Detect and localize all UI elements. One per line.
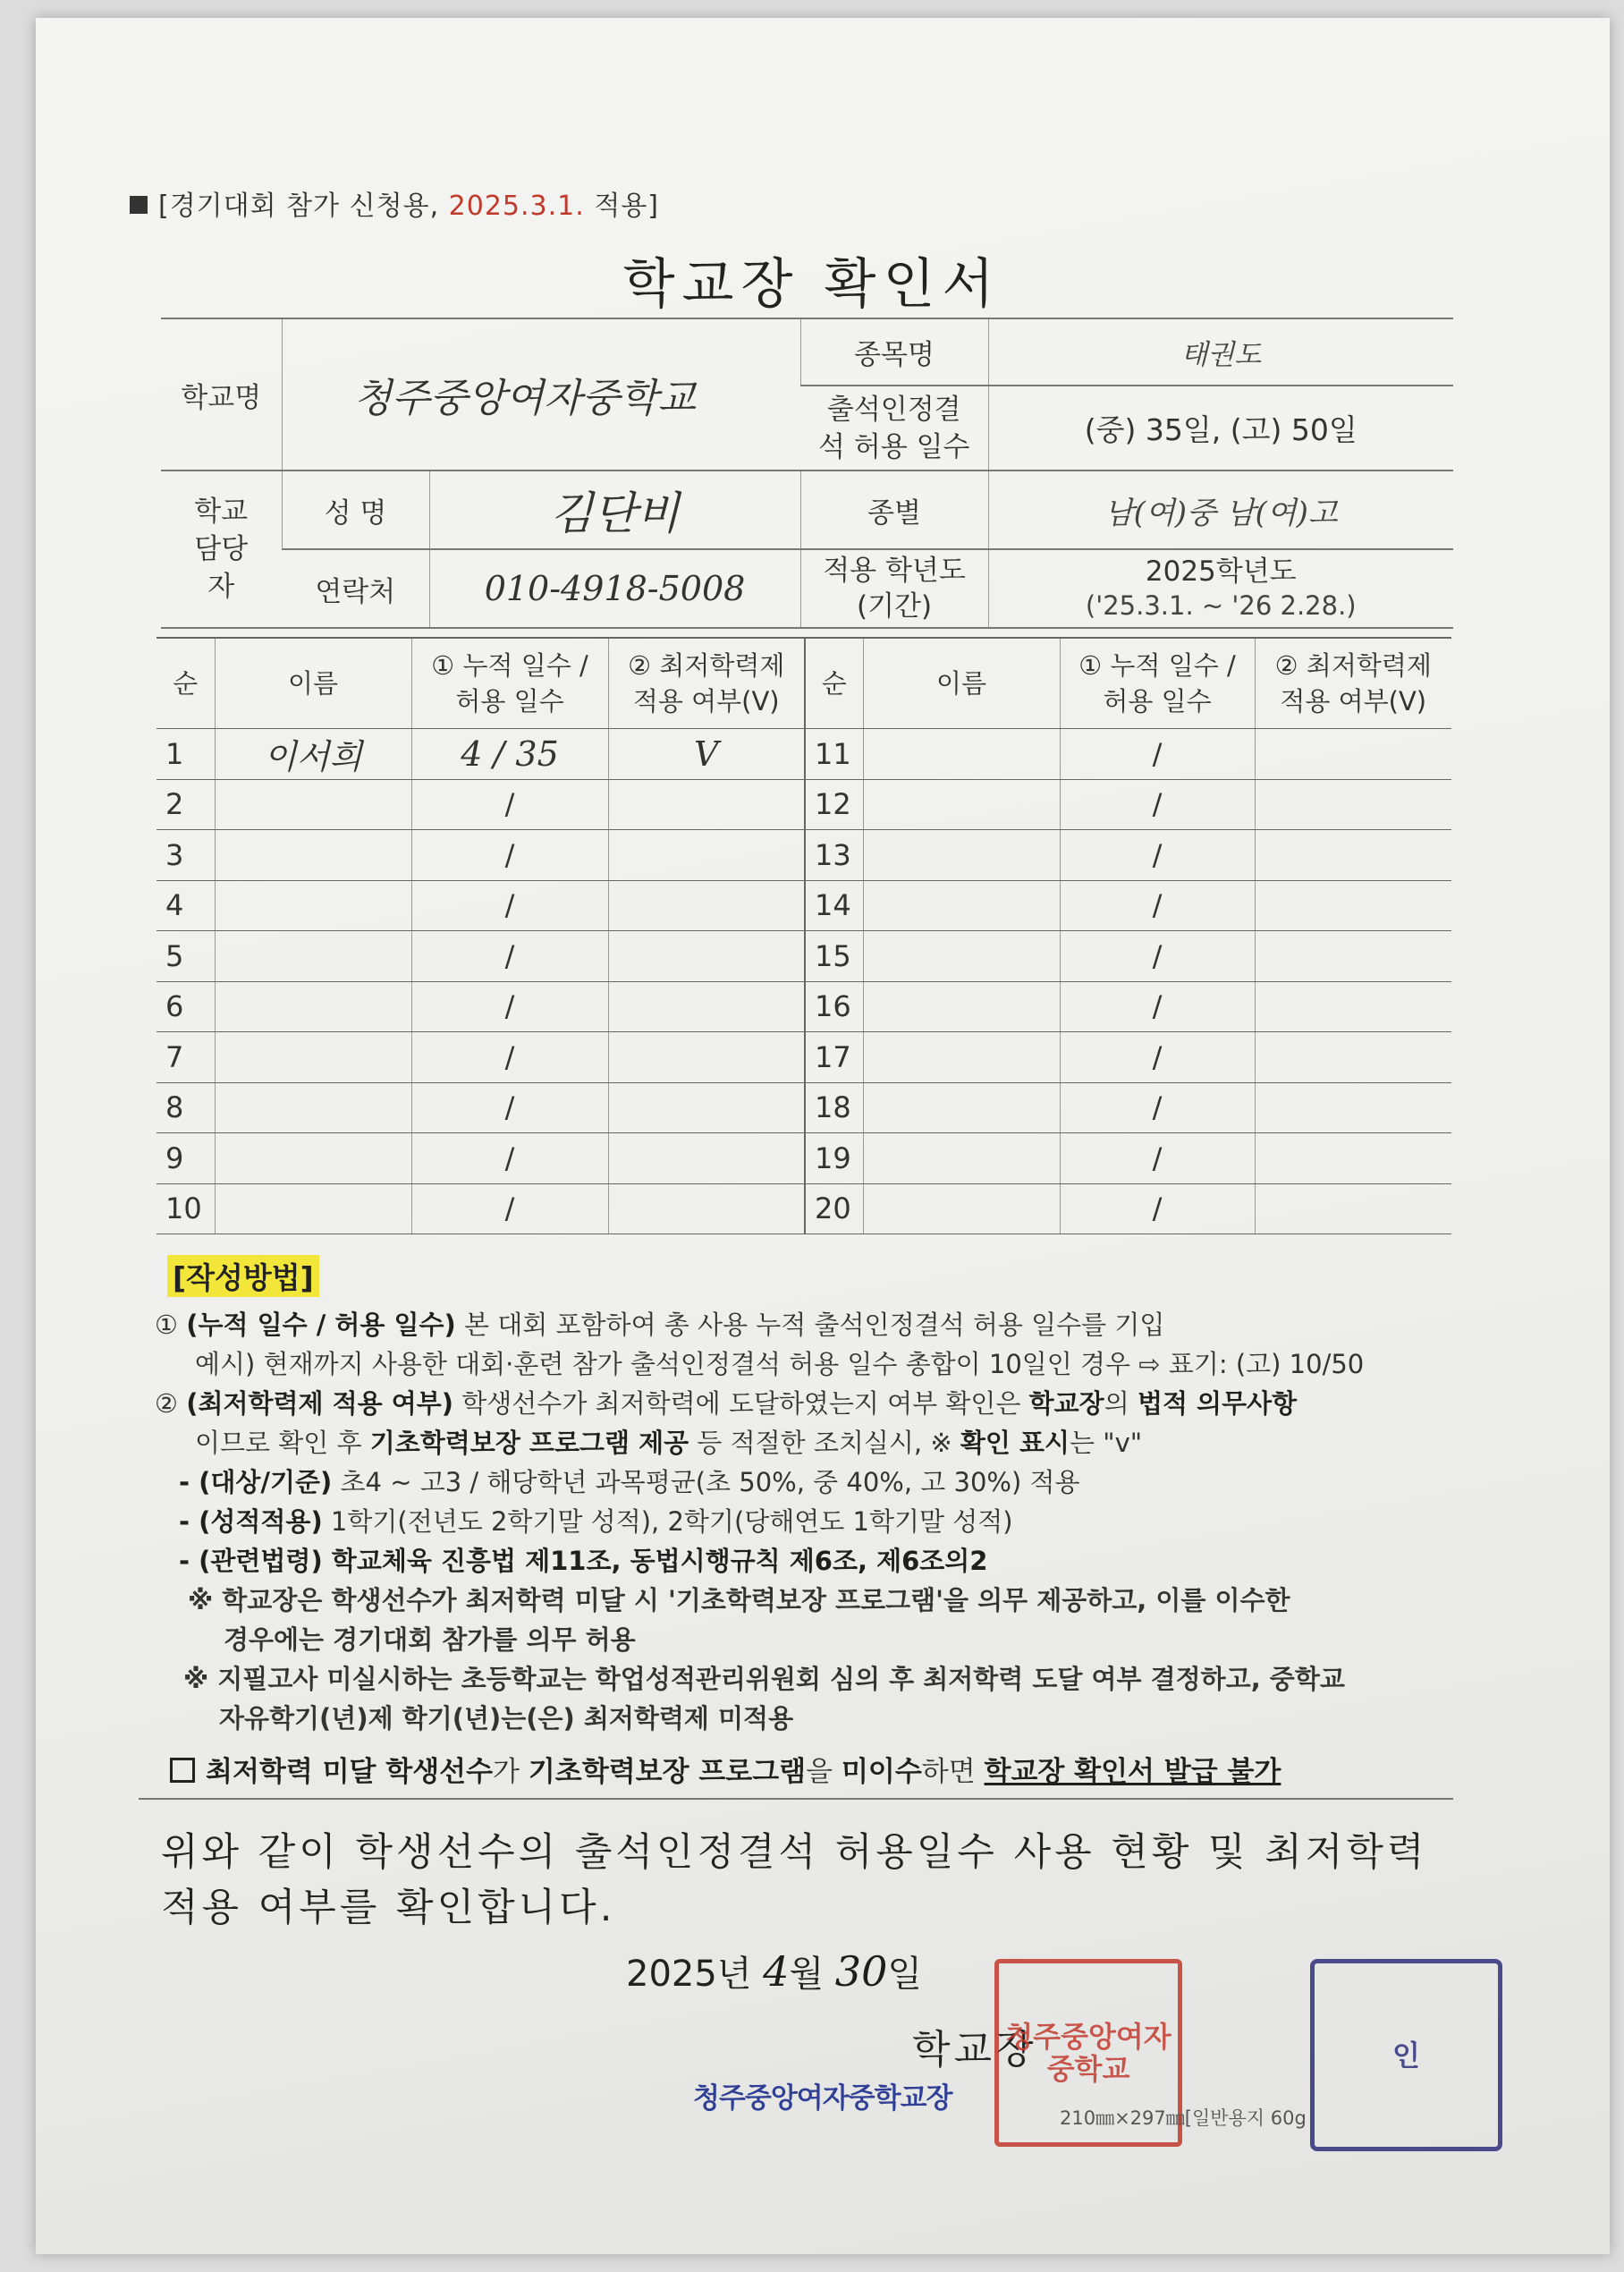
table-row bbox=[156, 1183, 1451, 1234]
sport-value: 태권도 bbox=[988, 318, 1453, 386]
contact-label: 연락처 bbox=[282, 549, 429, 628]
principal-seal: 인 bbox=[1310, 1959, 1502, 2151]
year-label: 적용 학년도 (기간) bbox=[800, 549, 988, 628]
row-name bbox=[863, 1133, 1060, 1184]
row-name bbox=[215, 1183, 411, 1234]
roster-body bbox=[156, 729, 1451, 1234]
header-applied: ② 최저학력제 적용 여부(V) bbox=[608, 638, 805, 729]
row-number: 5 bbox=[156, 931, 215, 982]
row-name bbox=[863, 1183, 1060, 1234]
method-item1-example: 예시) 현재까지 사용한 대회·훈련 참가 출석인정결석 허용 일수 총합이 10일인 경우 ⇨ 표기: (고) 10/50 bbox=[195, 1349, 1365, 1379]
principal-title: 학교장 bbox=[912, 2027, 1037, 2073]
row-number: 8 bbox=[156, 1082, 215, 1133]
method-note1-a: ※ 학교장은 학생선수가 최저학력 미달 시 '기초학력보장 프로그램'을 의무 제공하고, 이를 이수한 bbox=[188, 1585, 1290, 1615]
row-number: 10 bbox=[156, 1183, 215, 1234]
row-name bbox=[863, 779, 1060, 830]
roster-table bbox=[156, 637, 1451, 1234]
row-applied bbox=[608, 779, 805, 830]
row-number: 14 bbox=[805, 880, 863, 931]
year-cell bbox=[988, 549, 1453, 628]
divider bbox=[139, 1798, 1453, 1800]
confirm-line2: 적용 여부를 확인합니다. bbox=[161, 1886, 616, 1930]
info-table bbox=[161, 318, 1453, 629]
square-bullet-icon bbox=[130, 196, 148, 214]
row-days: / bbox=[1060, 1082, 1255, 1133]
row-days: / bbox=[1060, 729, 1255, 780]
row-number: 19 bbox=[805, 1133, 863, 1184]
row-name bbox=[863, 880, 1060, 931]
table-row bbox=[156, 779, 1451, 830]
row-name bbox=[215, 981, 411, 1032]
row-applied bbox=[1255, 729, 1451, 780]
method-item2: ② (최저학력제 적용 여부) 학생선수가 최저학력에 도달하였는지 여부 확인은 학교장의 법적 의무사항 bbox=[155, 1388, 1298, 1419]
row-applied bbox=[1255, 1133, 1451, 1184]
method-note2-b: 자유학기(년)제 학기(년)는(은) 최저학력제 미적용 bbox=[219, 1703, 794, 1734]
method-sub3: - (관련법령) 학교체육 진흥법 제11조, 동법시행규칙 제6조, 제6조의2 bbox=[179, 1546, 988, 1576]
name-label: 성 명 bbox=[282, 471, 429, 549]
row-days: / bbox=[411, 981, 608, 1032]
row-applied bbox=[1255, 981, 1451, 1032]
row-number: 2 bbox=[156, 779, 215, 830]
header-applied-right: ② 최저학력제 적용 여부(V) bbox=[1255, 638, 1451, 729]
table-row bbox=[156, 981, 1451, 1032]
row-applied bbox=[1255, 830, 1451, 881]
notice-date: 2025.3.1. bbox=[448, 191, 585, 222]
row-name bbox=[215, 880, 411, 931]
row-days: / bbox=[1060, 1032, 1255, 1083]
row-days: / bbox=[1060, 1183, 1255, 1234]
row-applied bbox=[608, 1183, 805, 1234]
row-number: 18 bbox=[805, 1082, 863, 1133]
method-sub1: - (대상/기준) 초4 ~ 고3 / 해당학년 과목평균(초 50%, 중 40%, 고 30%) 적용 bbox=[179, 1467, 1080, 1497]
row-number: 3 bbox=[156, 830, 215, 881]
school-value: 청주중앙여자중학교 bbox=[282, 318, 800, 471]
row-number: 12 bbox=[805, 779, 863, 830]
row-applied bbox=[1255, 779, 1451, 830]
row-days: / bbox=[411, 1032, 608, 1083]
header-name: 이름 bbox=[215, 638, 411, 729]
row-name bbox=[863, 830, 1060, 881]
row-number: 15 bbox=[805, 931, 863, 982]
row-days: / bbox=[411, 1183, 608, 1234]
row-number: 4 bbox=[156, 880, 215, 931]
school-name-stamp: 청주중앙여자중학교장 bbox=[693, 2082, 952, 2115]
row-applied bbox=[1255, 1082, 1451, 1133]
row-number: 9 bbox=[156, 1133, 215, 1184]
row-number: 13 bbox=[805, 830, 863, 881]
method-sub2: - (성적적용) 1학기(전년도 2학기말 성적), 2학기(당해연도 1학기말 성적) bbox=[179, 1506, 1013, 1537]
row-days: / bbox=[1060, 830, 1255, 881]
method-note1-b: 경우에는 경기대회 참가를 의무 허용 bbox=[224, 1624, 636, 1655]
row-number: 16 bbox=[805, 981, 863, 1032]
row-number: 1 bbox=[156, 729, 215, 780]
row-number: 11 bbox=[805, 729, 863, 780]
method-title: [작성방법] bbox=[167, 1255, 319, 1297]
row-number: 17 bbox=[805, 1032, 863, 1083]
row-applied bbox=[1255, 880, 1451, 931]
row-days: / bbox=[1060, 931, 1255, 982]
row-name bbox=[215, 779, 411, 830]
row-days: / bbox=[411, 1133, 608, 1184]
name-value: 김단비 bbox=[429, 471, 800, 549]
row-number: 7 bbox=[156, 1032, 215, 1083]
table-row bbox=[156, 1032, 1451, 1083]
table-row bbox=[156, 830, 1451, 881]
row-days: / bbox=[411, 830, 608, 881]
table-row bbox=[156, 931, 1451, 982]
paper-spec: 210㎜×297㎜[일반용지 60g bbox=[1060, 2107, 1307, 2129]
header-no: 순 bbox=[156, 638, 215, 729]
header-no-right: 순 bbox=[805, 638, 863, 729]
warning-line: 최저학력 미달 학생선수가 기초학력보장 프로그램을 미이수하면 학교장 확인서 발급 불가 bbox=[170, 1749, 1281, 1789]
header-days-right: ① 누적 일수 / 허용 일수 bbox=[1060, 638, 1255, 729]
row-days: / bbox=[411, 1082, 608, 1133]
row-name bbox=[215, 1133, 411, 1184]
row-days: / bbox=[1060, 880, 1255, 931]
row-applied bbox=[608, 830, 805, 881]
row-applied bbox=[608, 1082, 805, 1133]
row-applied bbox=[608, 931, 805, 982]
row-applied bbox=[1255, 1032, 1451, 1083]
method-item2-line2: 이므로 확인 후 기초학력보장 프로그램 제공 등 적절한 조치실시, ※ 확인 표시는 "v" bbox=[195, 1428, 1143, 1458]
allowance-label: 출석인정결석 허용 일수 bbox=[800, 386, 988, 471]
table-row bbox=[156, 1133, 1451, 1184]
row-applied bbox=[608, 880, 805, 931]
method-item1: ① (누적 일수 / 허용 일수) 본 대회 포함하여 총 사용 누적 출석인정결석 허용 일수를 기입 bbox=[155, 1310, 1165, 1340]
row-applied bbox=[1255, 931, 1451, 982]
row-number: 6 bbox=[156, 981, 215, 1032]
signoff-date: 2025년 4월 30일 bbox=[626, 1947, 922, 1996]
school-seal: 청주중앙여자중학교 bbox=[994, 1959, 1182, 2147]
school-label: 학교명 bbox=[161, 318, 282, 471]
row-name bbox=[215, 931, 411, 982]
row-days: / bbox=[411, 779, 608, 830]
row-applied bbox=[608, 1133, 805, 1184]
row-applied bbox=[1255, 1183, 1451, 1234]
year-value: 2025학년도 bbox=[1145, 555, 1297, 588]
confirm-line1: 위와 같이 학생선수의 출석인정결석 허용일수 사용 현황 및 최저학력 bbox=[161, 1830, 1428, 1875]
sport-label: 종목명 bbox=[800, 318, 988, 386]
manager-label: 학교 담당자 bbox=[161, 471, 282, 628]
type-label: 종별 bbox=[800, 471, 988, 549]
row-name bbox=[215, 1082, 411, 1133]
header-name-right: 이름 bbox=[863, 638, 1060, 729]
row-days: / bbox=[1060, 981, 1255, 1032]
row-days: / bbox=[411, 931, 608, 982]
confirm-text bbox=[161, 1825, 1427, 1936]
row-name bbox=[215, 830, 411, 881]
row-applied bbox=[608, 1032, 805, 1083]
contact-value: 010-4918-5008 bbox=[429, 549, 800, 628]
allowance-value: (중) 35일, (고) 50일 bbox=[988, 386, 1453, 471]
row-name bbox=[215, 1032, 411, 1083]
notice-line: [경기대회 참가 신청용, 2025.3.1. 적용] bbox=[130, 183, 659, 223]
method-note2-a: ※ 지필고사 미실시하는 초등학교는 학업성적관리위원회 심의 후 최저학력 도달 여부 결정하고, 중학교 bbox=[183, 1664, 1345, 1694]
year-period: ('25.3.1. ~ '26 2.28.) bbox=[1085, 590, 1357, 621]
row-number: 20 bbox=[805, 1183, 863, 1234]
page-title: 학교장 확인서 bbox=[622, 253, 1002, 316]
row-days: / bbox=[411, 880, 608, 931]
row-days: / bbox=[1060, 779, 1255, 830]
row-applied bbox=[608, 981, 805, 1032]
arrow-box-icon bbox=[170, 1758, 195, 1783]
row-name: 이서희 bbox=[215, 729, 411, 780]
table-row bbox=[156, 1082, 1451, 1133]
row-name bbox=[863, 981, 1060, 1032]
table-row bbox=[156, 729, 1451, 780]
row-name bbox=[863, 1032, 1060, 1083]
row-applied: V bbox=[608, 729, 805, 780]
type-value: 남(여)중 남(여)고 bbox=[988, 471, 1453, 549]
row-name bbox=[863, 1082, 1060, 1133]
row-days: / bbox=[1060, 1133, 1255, 1184]
row-days: 4 / 35 bbox=[411, 729, 608, 780]
table-row bbox=[156, 880, 1451, 931]
row-name bbox=[863, 931, 1060, 982]
header-days: ① 누적 일수 / 허용 일수 bbox=[411, 638, 608, 729]
row-name bbox=[863, 729, 1060, 780]
